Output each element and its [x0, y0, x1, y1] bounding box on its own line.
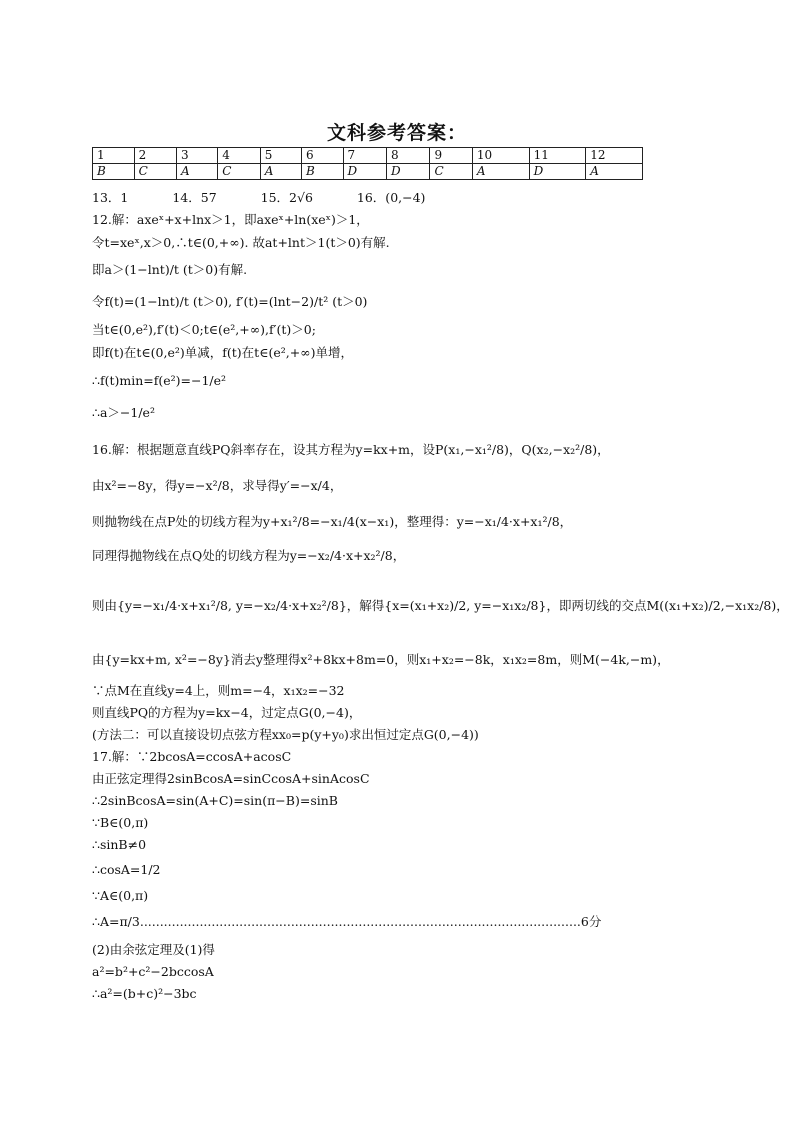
- solution-line-with-score: [92, 914, 601, 930]
- table-cell: 7: [343, 148, 386, 164]
- solution-line: 即f(t)在t∈(0,e²)单减，f(t)在t∈(e²,+∞)单增，: [92, 345, 353, 360]
- table-cell: 2: [134, 148, 176, 164]
- page-title: 文科参考答案：: [326, 122, 467, 144]
- answer-table-answer-row: [93, 164, 643, 180]
- table-cell: C: [430, 164, 472, 180]
- table-cell: 10: [472, 148, 529, 164]
- solution-line: 则直线PQ的方程为y=kx−4，过定点G(0,−4)，: [92, 705, 362, 720]
- table-cell: C: [218, 164, 260, 180]
- solution-line: (2)由余弦定理及(1)得: [92, 942, 215, 957]
- score-mark: 6分: [580, 914, 602, 929]
- table-cell: 1: [93, 148, 135, 164]
- solution-line: 由{y=kx+m, x²=−8y}消去y整理得x²+8kx+8m=0，则x₁+x₂=−8k，x₁x₂=8m，则M(−4k,−m)，: [92, 652, 670, 667]
- table-cell: A: [260, 164, 301, 180]
- solution-line: ∴sinB≠0: [92, 837, 147, 852]
- solution-line: 17.解：∵2bcosA=ccosA+acosC: [92, 749, 292, 764]
- table-cell: A: [586, 164, 643, 180]
- solution-line: ∴a＞−1/e²: [92, 405, 155, 420]
- solution-text: ∴A=π/3: [92, 914, 140, 929]
- table-cell: 6: [301, 148, 343, 164]
- table-cell: D: [343, 164, 386, 180]
- table-cell: 9: [430, 148, 472, 164]
- answer-16: 16．(0,−4): [356, 190, 426, 205]
- table-cell: 5: [260, 148, 301, 164]
- solution-line: ∵A∈(0,π): [92, 888, 149, 903]
- solution-line: ∴a²=(b+c)²−3bc: [92, 986, 197, 1001]
- table-cell: B: [93, 164, 135, 180]
- solution-line: 12.解：axeˣ+x+lnx＞1，即axeˣ+ln(xeˣ)＞1，: [92, 212, 369, 227]
- solution-line: ∴2sinBcosA=sin(A+C)=sin(π−B)=sinB: [92, 793, 338, 808]
- solution-line: ∵点M在直线y=4上，则m=−4，x₁x₂=−32: [92, 683, 345, 698]
- leader-dots: ...............................................................................................................: [139, 914, 581, 929]
- solution-line: 令t=xeˣ,x＞0,∴t∈(0,+∞). 故at+lnt＞1(t＞0)有解.: [92, 235, 390, 250]
- solution-line: (方法二：可以直接设切点弦方程xx₀=p(y+y₀)求出恒过定点G(0,−4)): [92, 727, 479, 742]
- answer-15: 15．2√6: [260, 190, 313, 205]
- solution-line: ∵B∈(0,π): [92, 815, 149, 830]
- solution-line: 即a＞(1−lnt)/t (t＞0)有解.: [92, 262, 248, 277]
- table-cell: A: [177, 164, 218, 180]
- solution-line: 当t∈(0,e²),f′(t)＜0;t∈(e²,+∞),f′(t)＞0;: [92, 322, 316, 337]
- table-cell: D: [387, 164, 430, 180]
- solution-line: 16.解：根据题意直线PQ斜率存在，设其方程为y=kx+m，设P(x₁,−x₁²/8)，Q(x₂,−x₂²/8)，: [92, 442, 610, 457]
- fill-blank-answers: [92, 190, 425, 206]
- table-cell: C: [134, 164, 176, 180]
- solution-line: 则由{y=−x₁/4·x+x₁²/8, y=−x₂/4·x+x₂²/8}，解得{x=(x₁+x₂)/2, y=−x₁x₂/8}，即两切线的交点M((x₁+x₂)/2,−x₁x₂/8)，: [92, 598, 789, 613]
- solution-line: ∴f(t)min=f(e²)=−1/e²: [92, 373, 227, 388]
- table-cell: 3: [177, 148, 218, 164]
- table-cell: 12: [586, 148, 643, 164]
- answer-13: 13．1: [92, 190, 129, 205]
- table-cell: 11: [529, 148, 586, 164]
- answer-14: 14．57: [172, 190, 217, 205]
- solution-line: 由正弦定理得2sinBcosA=sinCcosA+sinAcosC: [92, 771, 370, 786]
- table-cell: 4: [218, 148, 260, 164]
- table-cell: B: [301, 164, 343, 180]
- solution-line: 则抛物线在点P处的切线方程为y+x₁²/8=−x₁/4(x−x₁)，整理得：y=−x₁/4·x+x₁²/8，: [92, 514, 573, 529]
- solution-line: ∴cosA=1/2: [92, 862, 161, 877]
- solution-line: 同理得抛物线在点Q处的切线方程为y=−x₂/4·x+x₂²/8，: [92, 548, 406, 563]
- answer-table: [92, 147, 643, 180]
- table-cell: D: [529, 164, 586, 180]
- table-cell: 8: [387, 148, 430, 164]
- answer-table-number-row: [93, 148, 643, 164]
- solution-line: a²=b²+c²−2bccosA: [92, 964, 214, 979]
- solution-line: 由x²=−8y，得y=−x²/8，求导得y′=−x/4，: [92, 478, 343, 493]
- solution-line: 令f(t)=(1−lnt)/t (t＞0), f′(t)=(lnt−2)/t² (t＞0): [92, 294, 368, 309]
- table-cell: A: [472, 164, 529, 180]
